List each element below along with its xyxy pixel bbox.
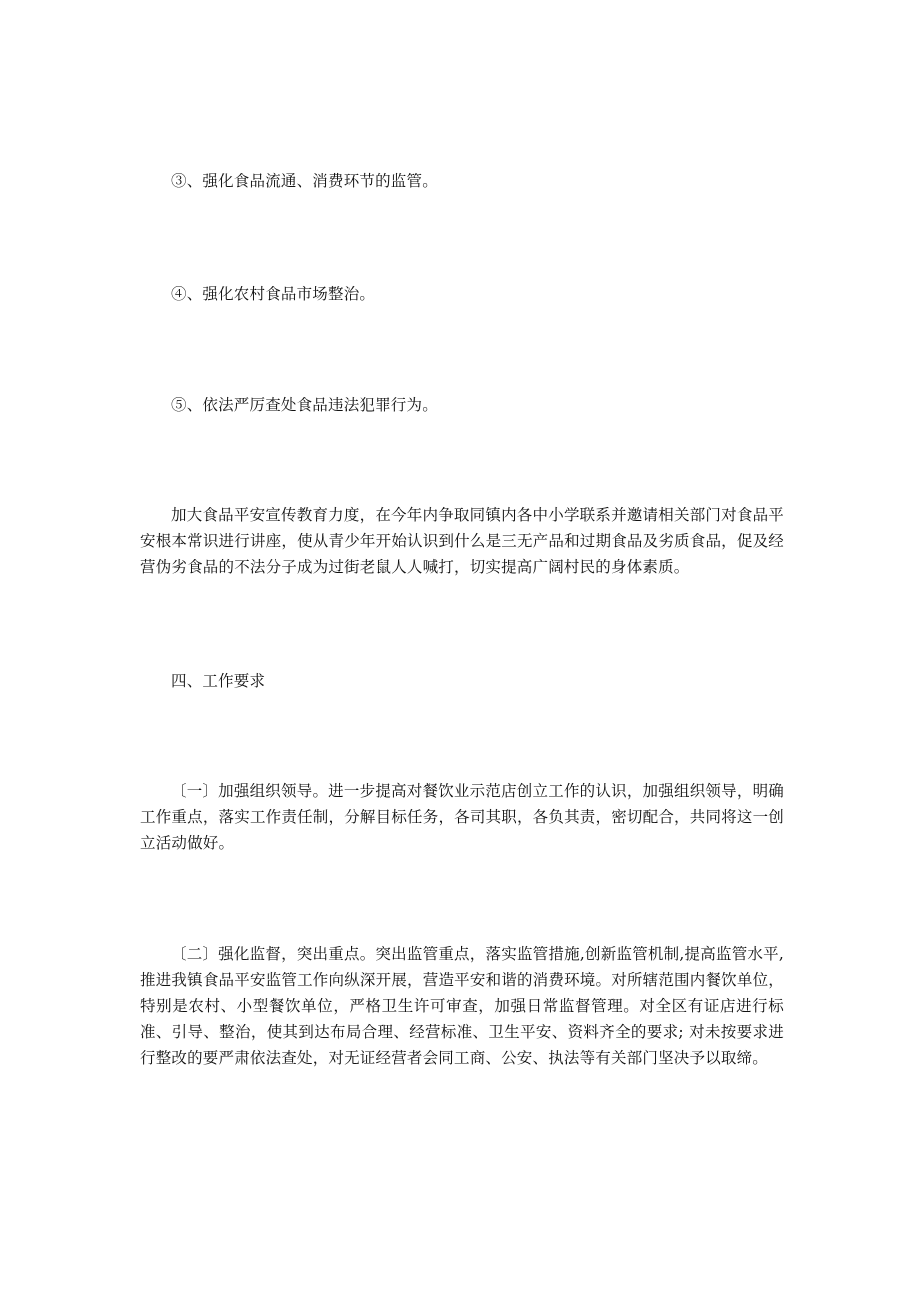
list-item-4: ④、强化农村食品市场整治。 [171, 285, 376, 303]
paragraph-requirement-2: 〔二〕强化监督，突出重点。突出监管重点，落实监管措施,创新监管机制,提高监管水平,推进我镇食品平安监管工作向纵深开展，营造平安和谐的消费环境。对所辖范围内餐饮单位，特别是农村、小型餐饮单位，严格卫生许可审查，加强日常监督管理。对全区有证店进行标准、引导、整治，使其到达布局合理、经营标准、卫生平安、资料齐全的要求; 对未按要求进行整改的要严肃依法查处，对无证经营者会同工商、公安、执法等有关部门坚决予以取缔。 [140, 945, 784, 1067]
list-item-3: ③、强化食品流通、消费环节的监管。 [171, 172, 438, 190]
list-item-5: ⑤、依法严厉查处食品违法犯罪行为。 [171, 396, 438, 414]
paragraph-requirement-1: 〔一〕加强组织领导。进一步提高对餐饮业示范店创立工作的认识，加强组织领导，明确工作重点，落实工作责任制，分解目标任务，各司其职，各负其责，密切配合，共同将这一创立活动做好。 [140, 782, 784, 852]
paragraph-education: 加大食品平安宣传教育力度，在今年内争取同镇内各中小学联系并邀请相关部门对食品平安根本常识进行讲座，使从青少年开始认识到什么是三无产品和过期食品及劣质食品，促及经营伪劣食品的不法分子成为过街老鼠人人喊打，切实提高广阔村民的身体素质。 [140, 506, 784, 576]
section-heading: 四、工作要求 [171, 672, 266, 690]
